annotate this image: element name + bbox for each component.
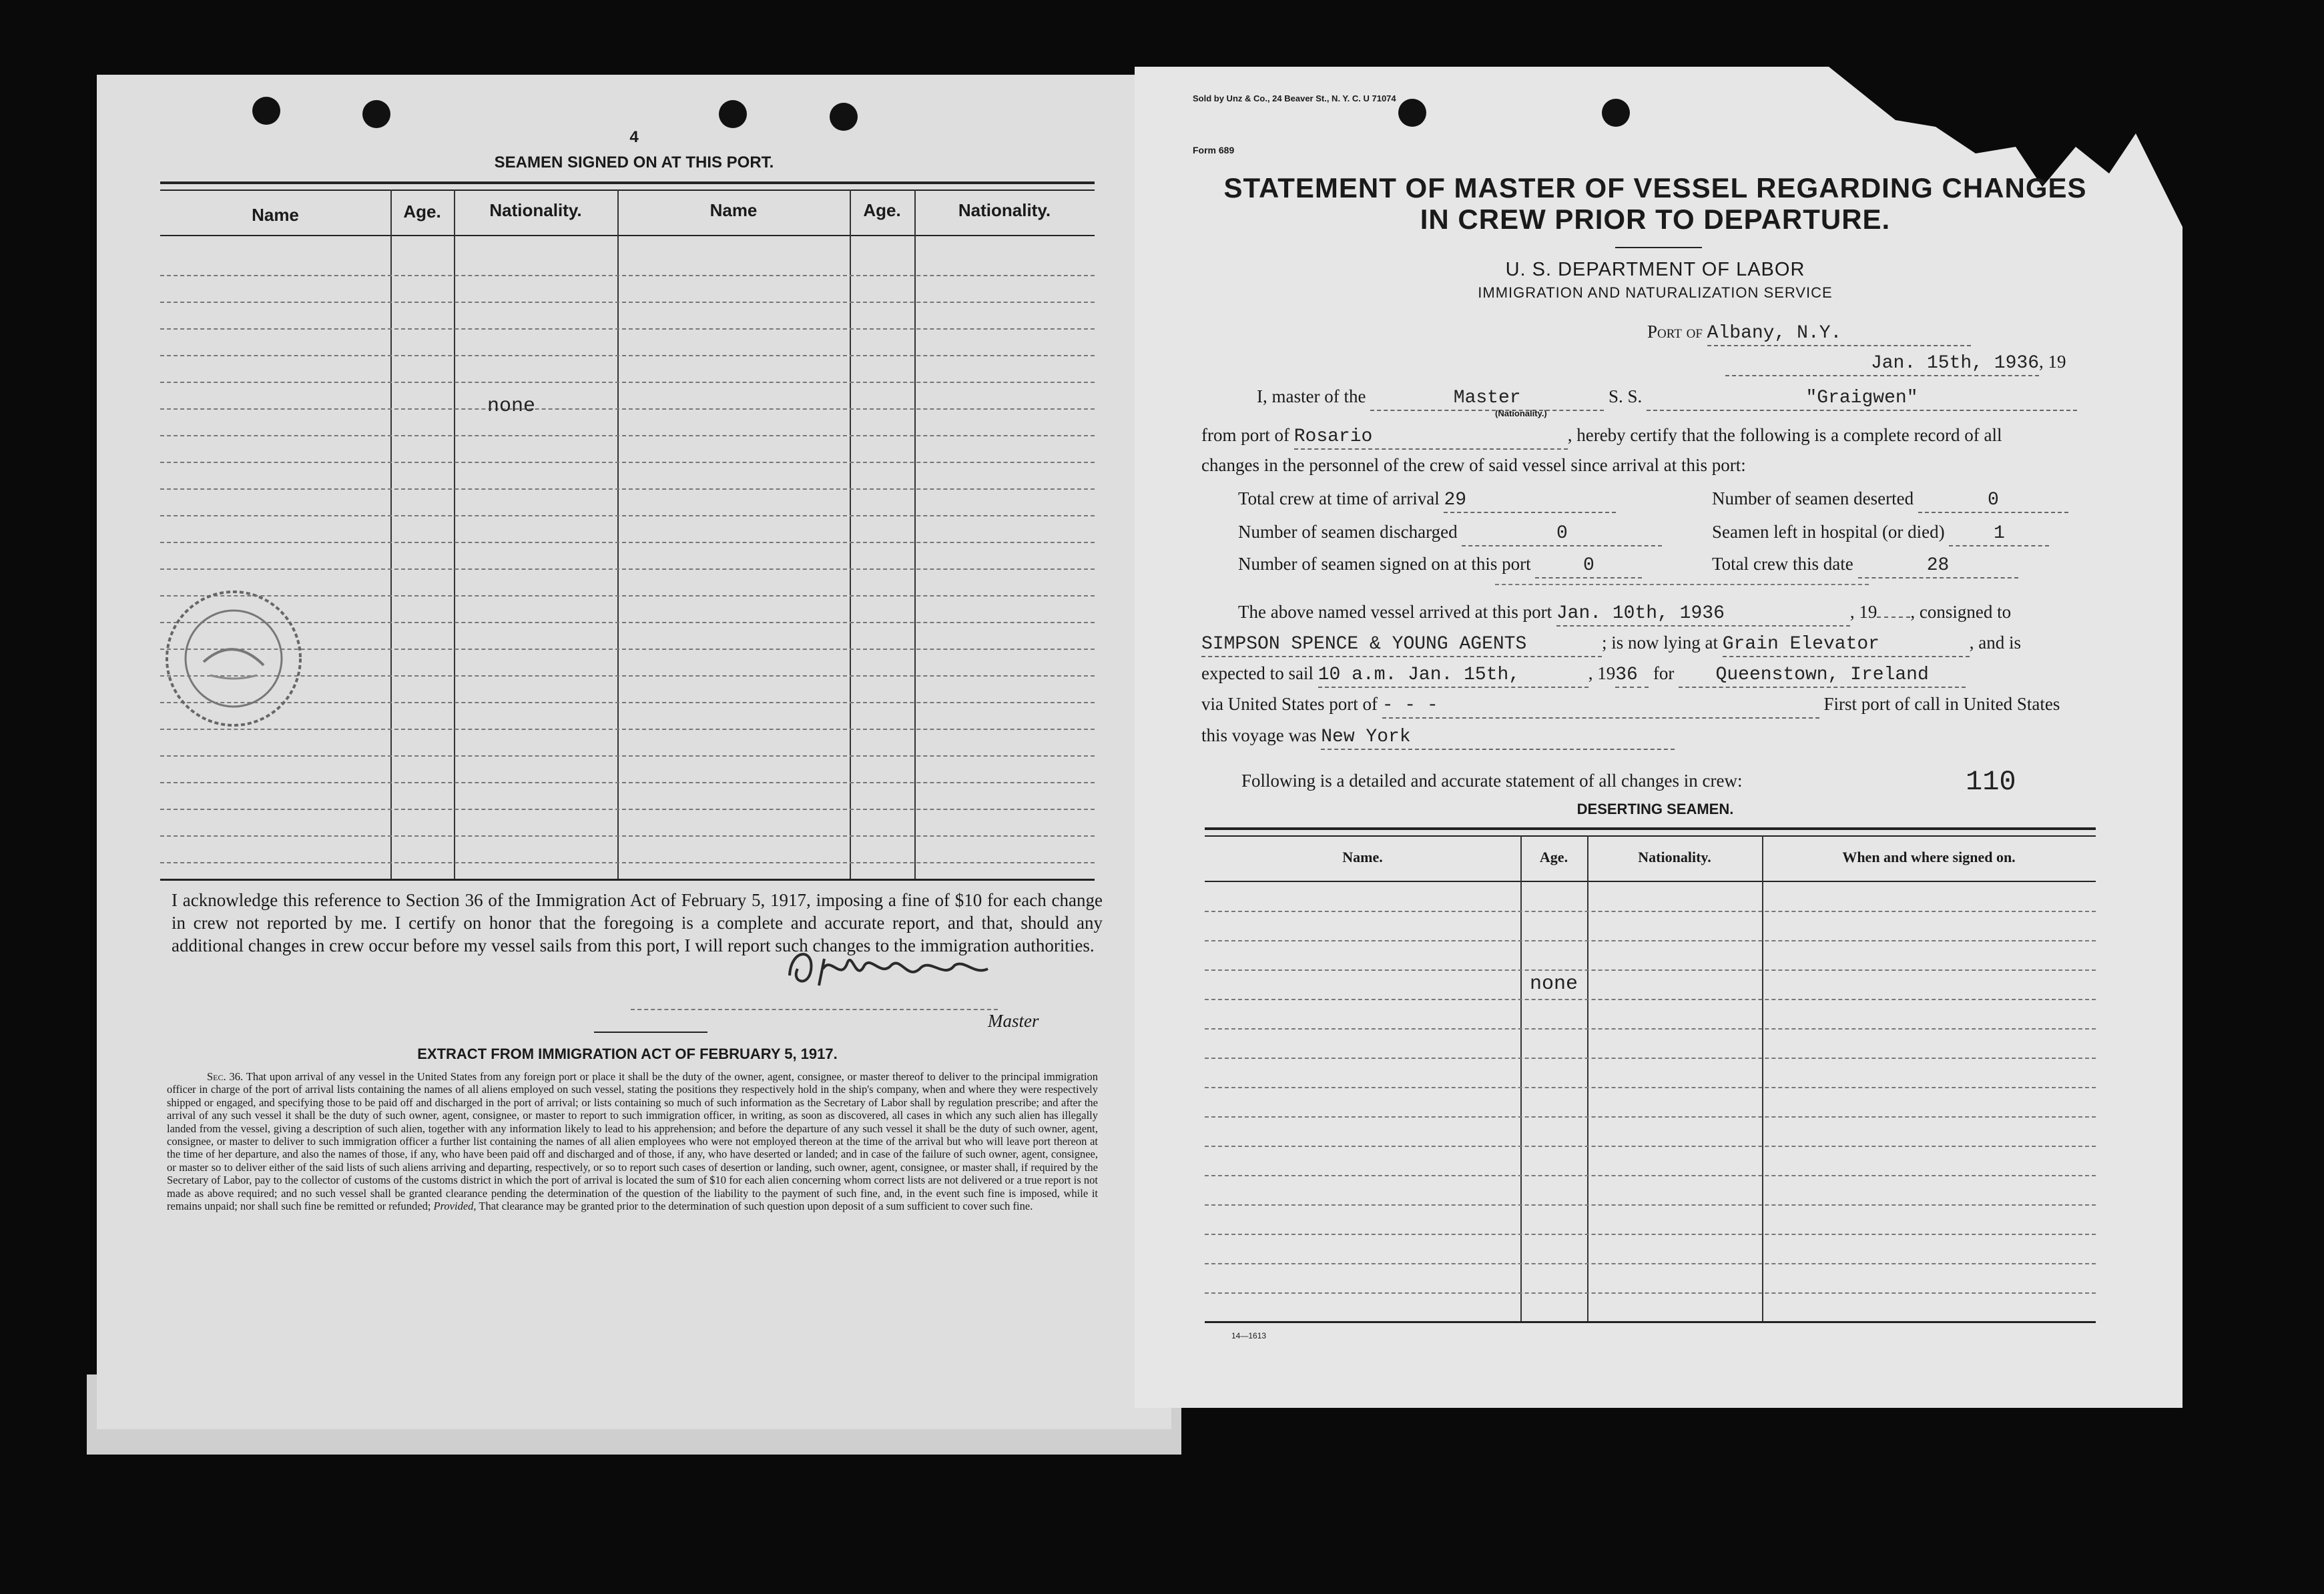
total-arrival-label: Total crew at time of arrival: [1238, 488, 1440, 508]
punch-hole: [830, 103, 858, 131]
consignee-value: SIMPSON SPENCE & YOUNG AGENTS: [1201, 633, 1602, 657]
table-row: [160, 355, 1095, 356]
spacer-line: [1495, 584, 1869, 585]
for-label: for: [1653, 663, 1675, 683]
department-name: U. S. DEPARTMENT OF LABOR: [1505, 259, 1805, 280]
divider: [1615, 247, 1702, 248]
first-port-label: First port of call in United States: [1823, 694, 2060, 714]
blank-field: [1877, 617, 1910, 618]
voyage-line: [1201, 724, 1675, 750]
ss-label: S. S.: [1608, 386, 1643, 406]
table-header-rule: [160, 235, 1095, 236]
table-row: [160, 488, 1095, 490]
table-top-rule: [160, 189, 1095, 191]
signed-on-field: [1238, 552, 1642, 578]
column-divider: [1762, 835, 1763, 1321]
column-divider: [914, 189, 916, 879]
expected-label: expected to sail: [1201, 663, 1314, 683]
column-divider: [1520, 835, 1522, 1321]
right-page: [1135, 67, 2183, 1408]
extract-proviso-word: Provided,: [433, 1200, 477, 1213]
table-row: [1205, 1028, 2096, 1030]
total-date-value: 28: [1858, 554, 2018, 578]
acknowledgement-text: I acknowledge this reference to Section 36 of the Immigration Act of February 5, 1917, imposing a fine of $10 for each change in crew not reported by me. I certify on honor that the foregoing is a complete and accurate report, and that, should any additional changes in crew occur before my vessel sails from this port, I will report such changes to the immigration authorities.: [172, 890, 1103, 955]
stamp-number: 110: [1966, 766, 2016, 798]
total-date-label: Total crew this date: [1712, 554, 1853, 574]
destination-value: Queenstown, Ireland: [1679, 664, 1966, 688]
table-row: [1205, 911, 2096, 912]
discharged-label: Number of seamen discharged: [1238, 522, 1458, 542]
table-row: [1205, 1263, 2096, 1264]
column-header: Nationality.: [1638, 849, 1711, 865]
from-port-line: [1201, 424, 2002, 450]
service-name: IMMIGRATION AND NATURALIZATION SERVICE: [1478, 284, 1833, 301]
ship-name-value: "Graigwen": [1647, 387, 2077, 411]
master-line: [1257, 385, 2077, 411]
master-prefix: I, master of the: [1257, 386, 1366, 406]
punch-hole: [1602, 99, 1630, 127]
deserted-field: [1712, 487, 2068, 513]
following-text: Following is a detailed and accurate statement of all changes in crew:: [1241, 771, 1743, 791]
punch-hole: [719, 100, 747, 128]
voyage-value: New York: [1321, 726, 1675, 750]
table-row: [160, 835, 1095, 837]
table-row: [160, 275, 1095, 276]
arrived-suffix: , 19: [1849, 602, 1877, 622]
column-header: Age.: [1539, 849, 1568, 865]
signed-on-value: 0: [1535, 554, 1642, 578]
table-row: [1205, 1058, 2096, 1059]
punch-hole: [362, 100, 390, 128]
consignee-line: [1201, 631, 2021, 657]
footer-code: 14—1613: [1231, 1331, 1267, 1340]
punch-hole: [1398, 99, 1426, 127]
official-seal-stamp: [157, 582, 310, 735]
table-row: [160, 328, 1095, 330]
column-divider: [617, 189, 619, 879]
table-bottom-rule: [1205, 1321, 2096, 1323]
certify-text: , hereby certify that the following is a complete record of all: [1567, 425, 2002, 445]
arrived-line: [1238, 601, 2011, 627]
table-row: [1205, 940, 2096, 941]
and-is-text: , and is: [1969, 633, 2021, 653]
via-label: via United States port of: [1201, 694, 1378, 714]
table-row: [1205, 1234, 2096, 1235]
consigned-label: , consigned to: [1910, 602, 2012, 622]
section-title: SEAMEN SIGNED ON AT THIS PORT.: [494, 153, 774, 171]
table-row: [1205, 1292, 2096, 1294]
column-header: When and where signed on.: [1842, 849, 2016, 865]
expected-value: 10 a.m. Jan. 15th,: [1318, 664, 1588, 688]
table-row: [160, 435, 1095, 436]
via-value: - - -: [1382, 695, 1819, 719]
table-row: [1205, 1146, 2096, 1147]
column-header: Name: [709, 200, 758, 220]
discharged-value: 0: [1462, 522, 1662, 546]
port-value: Albany, N.Y.: [1707, 322, 1971, 346]
table-row: [1205, 999, 2096, 1000]
table-header-rule: [1205, 881, 2096, 882]
year-value: 36: [1615, 664, 1649, 688]
table-row: [160, 809, 1095, 810]
table-top-rule: [160, 181, 1095, 184]
extract-body: That upon arrival of any vessel in the United States from any foreign port or place it shall be the duty of the owner, agent, consignee, or master thereof to deliver to the principal immigration officer in charge of the port of arrival lists containing the names of all aliens employed on such vessel, stating the positions they respectively hold in the ship's company, when and where they were respectively shipped or engaged, and specifying those to be paid off and discharged in the port of arrival; or lists containing so much of such information as the Secretary of Labor shall by regulation prescribe; and after the arrival of any such vessel it shall be the duty of such owner, agent, consignee, or master to report to such immigration officer, in writing, as soon as discovered, all cases in which any such alien has illegally landed from the vessel, giving a description of such alien, together with any information likely to lead to his apprehension; and before the departure of any such vessel it shall be the duty of such owner, agent, consignee, or master to deliver to such immigration officer a further list containing the names of all alien employees who were not employed thereon at the time of the arrival but who will leave port thereon at the time of her departure, and also the names of those, if any, who have been paid off and discharged and of those, if any, who have deserted or landed; and in case of the failure of such owner, agent, consignee, or master so to deliver either of the said lists of such aliens arriving and departing, respectively, or so to report such cases of desertion or landing, such owner, agent, consignee, or master shall, if required by the Secretary of Labor, pay to the collector of customs of the customs district in which the port of arrival is located the sum of $10 for each alien concerning whom correct lists are not delivered or a true report is not made as above required; and no such vessel shall be granted clearance pending the determination of the question of the liability to the payment of such fine, and, in the event such fine is imposed, while it remains unpaid; nor shall such fine be remitted or refunded;: [167, 1070, 1098, 1213]
total-arrival-field: [1238, 487, 1616, 513]
column-header: Name: [252, 205, 299, 225]
column-divider: [454, 189, 455, 879]
table-row: [160, 382, 1095, 383]
total-date-field: [1712, 552, 2018, 578]
date-suffix: , 19: [2039, 352, 2066, 372]
deserting-title: DESERTING SEAMEN.: [1576, 801, 1734, 817]
table-row: [160, 568, 1095, 570]
discharged-field: [1238, 520, 1662, 546]
changes-text: changes in the personnel of the crew of said vessel since arrival at this port:: [1201, 455, 1746, 475]
column-header: Nationality.: [489, 200, 582, 220]
left-page: [97, 75, 1171, 1429]
port-label: Port of: [1647, 322, 1703, 342]
column-header: Name.: [1342, 849, 1383, 865]
table-row: [160, 302, 1095, 303]
table-row: [160, 408, 1095, 410]
table-row: [1205, 1204, 2096, 1206]
lying-label: ; is now lying at: [1602, 633, 1718, 653]
form-number: Form 689: [1193, 145, 1235, 155]
table-row: [1205, 1175, 2096, 1176]
divider: [594, 1032, 707, 1033]
from-port-value: Rosario: [1294, 426, 1568, 450]
extract-proviso: That clearance may be granted prior to the determination of such question upon deposit of a sum sufficient to cover such fine.: [479, 1200, 1033, 1213]
age-entry: none: [1530, 973, 1578, 995]
extract-lead: Sec. 36.: [207, 1070, 244, 1083]
year-prefix: , 19: [1588, 663, 1616, 683]
form-title-line-1: STATEMENT OF MASTER OF VESSEL REGARDING CHANGES: [1223, 172, 2087, 204]
nationality-entry: none: [487, 395, 536, 418]
master-nationality-value: Master: [1370, 387, 1604, 411]
printer-note: Sold by Unz & Co., 24 Beaver St., N. Y. C. U 71074: [1193, 93, 1396, 103]
extract-text: [167, 1070, 1098, 1212]
port-field: [1647, 320, 1971, 346]
signature-line: [631, 1009, 998, 1010]
nationality-note: (Nationality.): [1495, 408, 1547, 418]
voyage-label: this voyage was: [1201, 725, 1317, 745]
date-field: [1725, 350, 2066, 376]
extract-title: EXTRACT FROM IMMIGRATION ACT OF FEBRUARY 5, 1917.: [417, 1046, 838, 1062]
column-divider: [1587, 835, 1588, 1321]
arrived-label: The above named vessel arrived at this port: [1238, 602, 1552, 622]
table-row: [160, 862, 1095, 863]
signature-label: Master: [988, 1011, 1039, 1031]
deserted-value: 0: [1918, 489, 2068, 513]
hospital-value: 1: [1949, 522, 2049, 546]
table-row: [160, 462, 1095, 463]
via-line: [1201, 693, 2060, 719]
form-title-line-2: IN CREW PRIOR TO DEPARTURE.: [1420, 204, 1891, 235]
table-row: [1205, 969, 2096, 971]
column-header: Age.: [403, 202, 441, 222]
page-number: 4: [629, 128, 639, 146]
column-divider: [850, 189, 851, 879]
table-top-rule: [1205, 827, 2096, 830]
column-divider: [390, 189, 392, 879]
deserted-label: Number of seamen deserted: [1712, 488, 1914, 508]
expected-line: [1201, 662, 1966, 688]
from-port-label: from port of: [1201, 425, 1289, 445]
table-top-rule: [1205, 835, 2096, 837]
lying-value: Grain Elevator: [1723, 633, 1970, 657]
column-header: Nationality.: [958, 200, 1051, 220]
signed-on-label: Number of seamen signed on at this port: [1238, 554, 1531, 574]
master-signature: [778, 935, 998, 999]
arrived-value: Jan. 10th, 1936: [1556, 603, 1850, 627]
hospital-label: Seamen left in hospital (or died): [1712, 522, 1945, 542]
date-value: Jan. 15th, 1936: [1725, 352, 2039, 376]
punch-hole: [252, 97, 280, 125]
table-row: [1205, 1116, 2096, 1118]
table-row: [160, 782, 1095, 783]
hospital-field: [1712, 520, 2049, 546]
table-row: [160, 515, 1095, 516]
table-row: [160, 755, 1095, 757]
table-bottom-rule: [160, 879, 1095, 881]
table-row: [1205, 1087, 2096, 1088]
table-row: [160, 542, 1095, 543]
total-arrival-value: 29: [1444, 489, 1616, 513]
column-header: Age.: [863, 200, 901, 220]
